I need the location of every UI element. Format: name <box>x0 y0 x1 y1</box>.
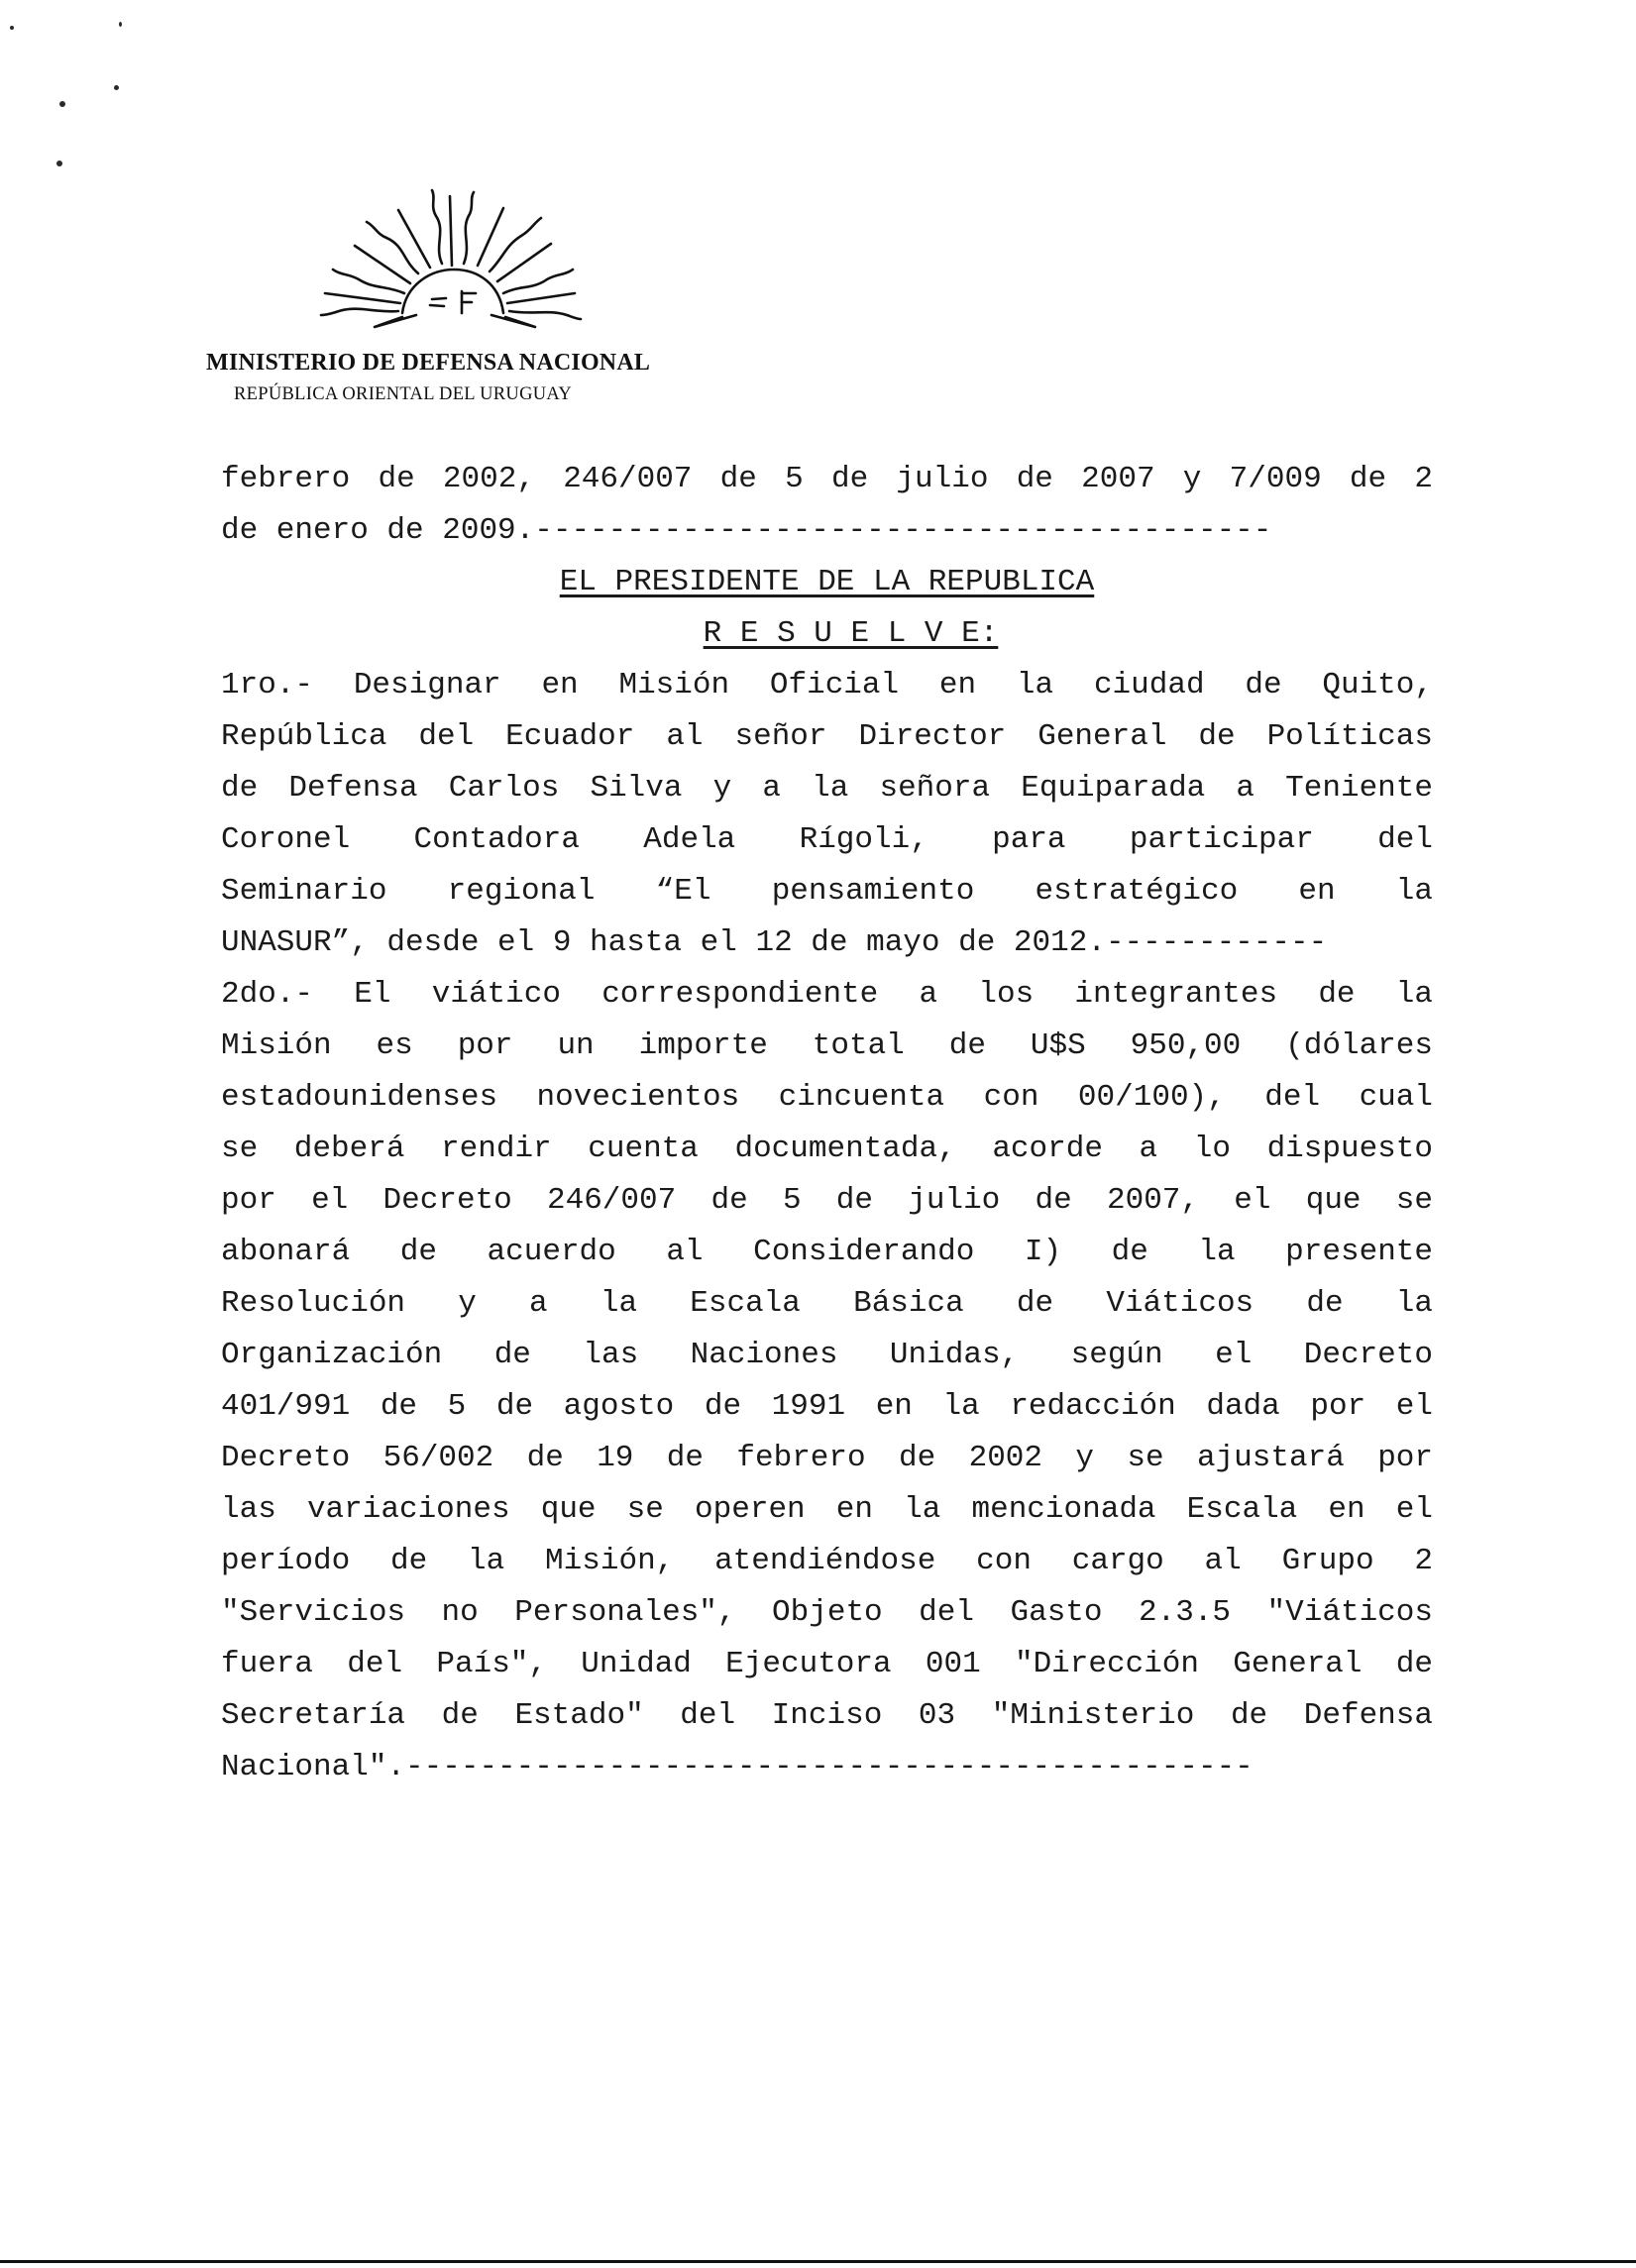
text-line: abonará de acuerdo al Considerando I) de la presente <box>221 1235 1433 1269</box>
ministry-name: MINISTERIO DE DEFENSA NACIONAL <box>206 350 651 376</box>
scan-bottom-edge <box>0 2260 1636 2263</box>
scan-speck <box>114 85 119 90</box>
text-line: período de la Misión, atendiéndose con cargo al Grupo 2 <box>221 1544 1433 1578</box>
text-line: Decreto 56/002 de 19 de febrero de 2002 y se ajustará por <box>221 1441 1433 1475</box>
text-line: se deberá rendir cuenta documentada, acorde a lo dispuesto <box>221 1132 1433 1166</box>
heading-text: EL PRESIDENTE DE LA REPUBLICA <box>559 565 1095 599</box>
text-line: por el Decreto 246/007 de 5 de julio de 2007, el que se <box>221 1183 1433 1218</box>
text-line: Resolución y a la Escala Básica de Viáticos de la <box>221 1286 1433 1321</box>
text-line: las variaciones que se operen en la mencionada Escala en el <box>221 1492 1433 1527</box>
text-line: UNASUR”, desde el 9 hasta el 12 de mayo de 2012.------------ <box>221 925 1328 960</box>
text-line: Misión es por un importe total de U$S 950,00 (dólares <box>221 1028 1433 1063</box>
text-line: febrero de 2002, 246/007 de 5 de julio de 2007 y 7/009 de 2 <box>221 462 1433 496</box>
sun-of-may-icon <box>315 186 583 333</box>
scan-speck <box>56 161 62 166</box>
text-line: Seminario regional “El pensamiento estratégico en la <box>221 874 1433 909</box>
text-line: 401/991 de 5 de agosto de 1991 en la redacción dada por el <box>221 1389 1433 1424</box>
text-line: "Servicios no Personales", Objeto del Gasto 2.3.5 "Viáticos <box>221 1595 1433 1630</box>
scan-speck <box>10 26 14 30</box>
text-line: estadounidenses novecientos cincuenta con 00/100), del cual <box>221 1080 1433 1115</box>
text-line: Nacional".---------------------------------------------- <box>221 1750 1254 1784</box>
text-line: de enero de 2009.---------------------------------------- <box>221 513 1272 548</box>
country-name: REPÚBLICA ORIENTAL DEL URUGUAY <box>234 384 573 404</box>
scan-speck <box>59 101 65 107</box>
document-body <box>221 454 1433 1793</box>
heading-presidente <box>221 557 1433 608</box>
heading-text: R E S U E L V E: <box>703 616 999 651</box>
text-line: Organización de las Naciones Unidas, según el Decreto <box>221 1338 1433 1372</box>
text-line: 2do.- El viático correspondiente a los integrantes de la <box>221 977 1433 1012</box>
text-line: de Defensa Carlos Silva y a la señora Equiparada a Teniente <box>221 771 1433 806</box>
text-line: 1ro.- Designar en Misión Oficial en la ciudad de Quito, <box>221 668 1433 702</box>
text-line: Coronel Contadora Adela Rígoli, para participar del <box>221 822 1433 857</box>
scan-speck <box>119 22 122 27</box>
text-line: República del Ecuador al señor Director General de Políticas <box>221 719 1433 754</box>
heading-resuelve <box>221 608 1433 660</box>
text-line: fuera del País", Unidad Ejecutora 001 "Dirección General de <box>221 1647 1433 1681</box>
text-line: Secretaría de Estado" del Inciso 03 "Ministerio de Defensa <box>221 1698 1433 1733</box>
